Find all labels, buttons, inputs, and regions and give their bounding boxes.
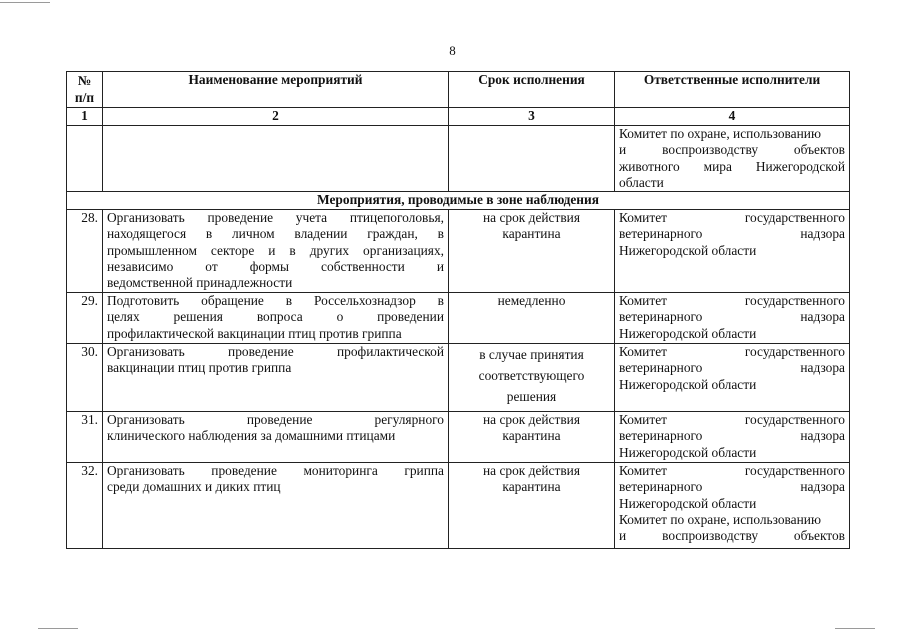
col-num-1: 1: [67, 108, 103, 126]
resp-line: ветеринарного надзора: [619, 309, 845, 325]
measures-table: [66, 71, 850, 549]
row-term: [449, 344, 615, 412]
scan-mark-bottom-right: [835, 628, 875, 629]
resp-line: Комитет государственного: [619, 463, 845, 479]
row-responsible: [615, 293, 850, 344]
continuation-num: [67, 126, 103, 192]
name-line: Организовать проведение мониторинга гриппа: [107, 463, 444, 479]
resp-line: Комитет по охране, использованию: [619, 126, 821, 141]
continuation-row: [67, 126, 850, 192]
resp-line: Нижегородской области: [619, 444, 757, 460]
scan-mark-top-left: [0, 2, 50, 3]
row-name: [103, 463, 449, 549]
header-num-text: № п/п: [74, 73, 95, 105]
resp-line: и воспроизводству объектов: [619, 528, 845, 544]
name-line: вакцинации птиц против гриппа: [107, 360, 292, 376]
header-row: [67, 72, 850, 108]
header-name: Наименование мероприятий: [103, 72, 449, 108]
continuation-name: [103, 126, 449, 192]
resp-line: животного мира Нижегородской: [619, 158, 845, 174]
row-name: [103, 210, 449, 293]
resp-line: Нижегородской области: [619, 325, 757, 341]
name-line: находящегося в личном владении граждан, в: [107, 226, 444, 242]
name-line: целях решения вопроса о проведении: [107, 309, 444, 325]
row-responsible: [615, 344, 850, 412]
row-responsible: [615, 210, 850, 293]
col-num-2: 2: [103, 108, 449, 126]
name-line: Организовать проведение профилактической: [107, 344, 444, 360]
name-line: независимо от формы собственности и: [107, 259, 444, 275]
row-responsible: [615, 463, 850, 549]
row-name: [103, 412, 449, 463]
term-line: на срок действия: [482, 210, 580, 226]
resp-line: Комитет государственного: [619, 412, 845, 428]
name-line: среди домашних и диких птиц: [107, 479, 281, 495]
section-row: [67, 192, 850, 210]
name-line: Организовать проведение регулярного: [107, 412, 444, 428]
section-title: Мероприятия, проводимые в зоне наблюдения: [67, 192, 850, 210]
page-number: 8: [449, 43, 456, 58]
row-number: 30.: [67, 344, 103, 412]
row-number: 31.: [67, 412, 103, 463]
resp-line: и воспроизводству объектов: [619, 142, 845, 158]
table-row: [67, 463, 850, 549]
row-term: [449, 293, 615, 344]
row-responsible: [615, 412, 850, 463]
resp-line: Комитет государственного: [619, 344, 845, 360]
col-num-4: 4: [615, 108, 850, 126]
continuation-term: [449, 126, 615, 192]
term-line: на срок действия: [482, 412, 580, 428]
resp-line: Нижегородской области: [619, 242, 757, 258]
name-line: Организовать проведение учета птицепоголовья,: [107, 210, 444, 226]
term-line: на срок действия: [482, 463, 580, 479]
term-line: соответствующего: [478, 368, 585, 384]
resp-line: Комитет по охране, использованию: [619, 512, 821, 528]
table-row: [67, 412, 850, 463]
scan-mark-bottom-left: [38, 628, 78, 629]
resp-line: ветеринарного надзора: [619, 226, 845, 242]
row-number: 28.: [67, 210, 103, 293]
term-line: решения: [506, 389, 557, 405]
header-num: [67, 72, 103, 108]
table-row: [67, 210, 850, 293]
resp-line: Нижегородской области: [619, 495, 757, 511]
column-number-row: [67, 108, 850, 126]
resp-line: ветеринарного надзора: [619, 360, 845, 376]
term-line: немедленно: [497, 293, 566, 309]
table-row: [67, 293, 850, 344]
continuation-responsible: [615, 126, 850, 192]
col-num-3: 3: [449, 108, 615, 126]
row-number: 29.: [67, 293, 103, 344]
resp-line: ветеринарного надзора: [619, 428, 845, 444]
term-line: в случае принятия: [479, 347, 584, 363]
row-term: [449, 210, 615, 293]
resp-line: Комитет государственного: [619, 293, 845, 309]
term-line: карантина: [502, 226, 561, 242]
table-row: [67, 344, 850, 412]
resp-line: Нижегородской области: [619, 376, 757, 392]
name-line: Подготовить обращение в Россельхознадзор в: [107, 293, 444, 309]
header-responsible: Ответственные исполнители: [615, 72, 850, 108]
row-name: [103, 293, 449, 344]
term-line: карантина: [502, 428, 561, 444]
resp-line: области: [619, 174, 664, 190]
resp-line: Комитет государственного: [619, 210, 845, 226]
name-line: профилактической вакцинации птиц против гриппа: [107, 325, 402, 341]
name-line: клинического наблюдения за домашними птицами: [107, 428, 396, 444]
header-term: Срок исполнения: [449, 72, 615, 108]
row-term: [449, 463, 615, 549]
row-name: [103, 344, 449, 412]
row-number: 32.: [67, 463, 103, 549]
row-term: [449, 412, 615, 463]
name-line: промышленном секторе и в других организациях,: [107, 242, 444, 258]
term-line: карантина: [502, 479, 561, 495]
resp-line: ветеринарного надзора: [619, 479, 845, 495]
name-line: ведомственной принадлежности: [107, 275, 293, 291]
